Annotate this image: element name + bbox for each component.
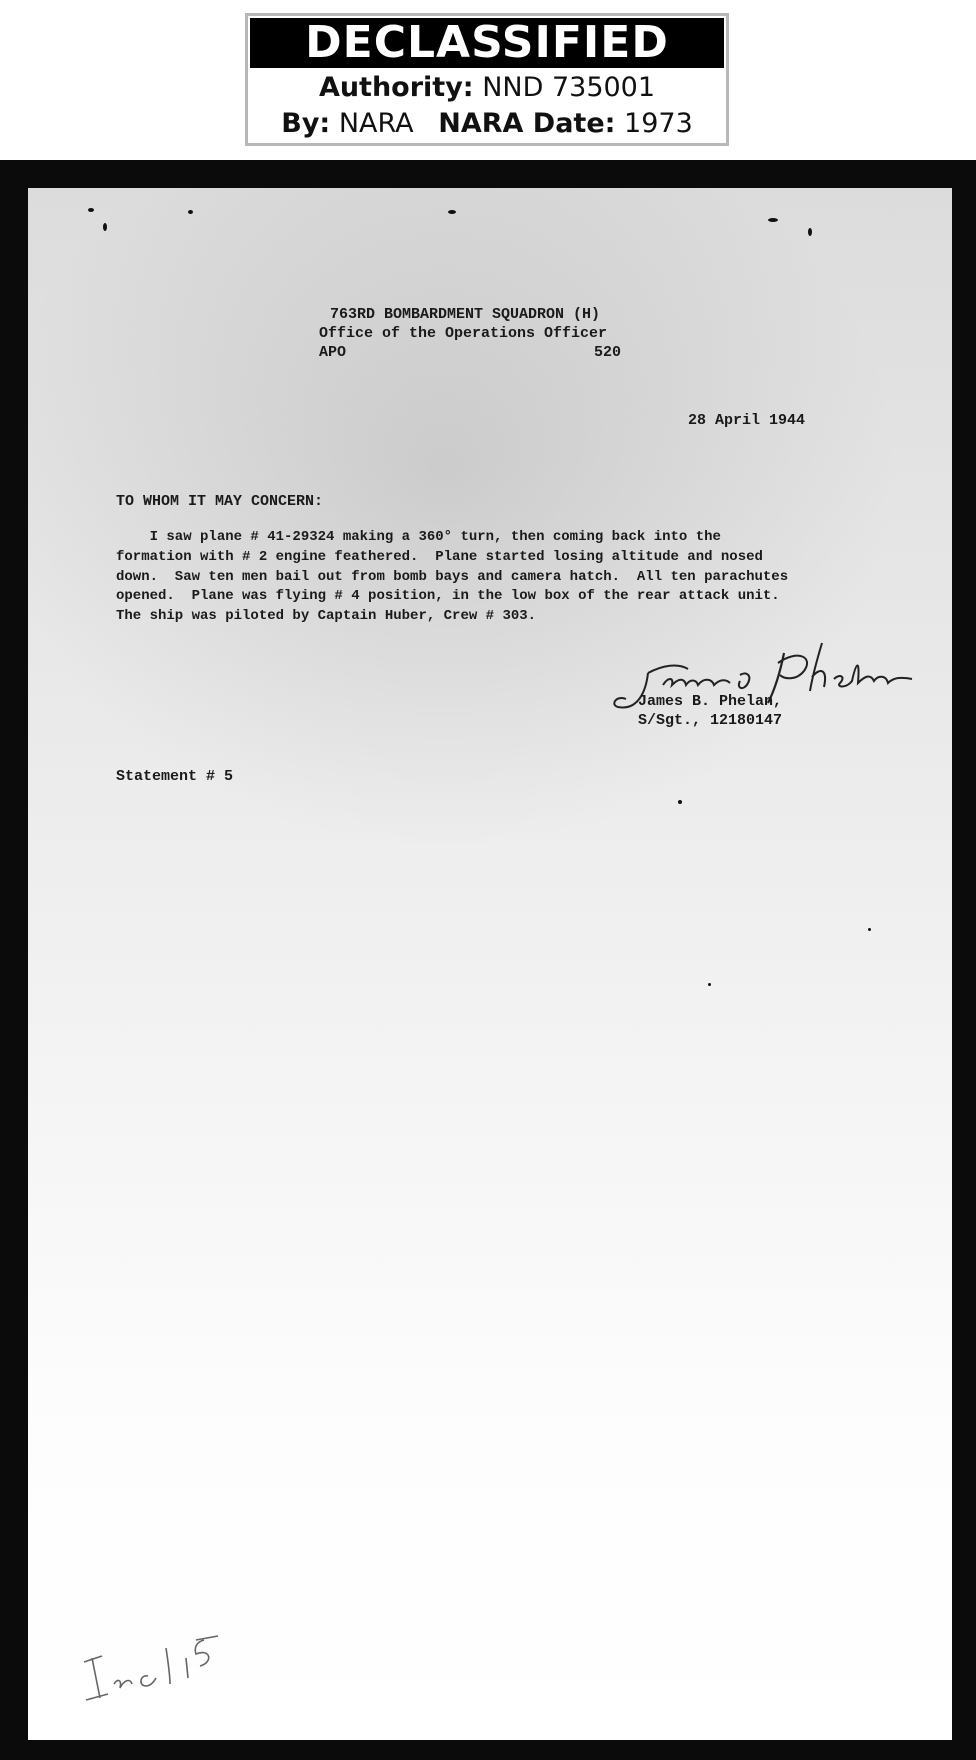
- signer-name: James B. Phelan,: [638, 693, 783, 710]
- body-line: down. Saw ten men bail out from bomb bays and camera hatch. All ten parachutes: [116, 569, 789, 585]
- body-line: I saw plane # 41-29324 making a 360° turn, then coming back into the: [116, 529, 721, 545]
- body-line: formation with # 2 engine feathered. Plane started losing altitude and nosed: [116, 549, 763, 565]
- scan-speck: [103, 223, 107, 231]
- body-line: opened. Plane was flying # 4 position, in the low box of the rear attack unit.: [116, 588, 780, 604]
- scan-speck: [678, 800, 682, 804]
- letterhead-office: Office of the Operations Officer: [319, 325, 608, 342]
- salutation: TO WHOM IT MAY CONCERN:: [116, 493, 324, 510]
- letterhead-unit: 763RD BOMBARDMENT SQUADRON (H): [330, 306, 601, 323]
- stamp-date-label: NARA Date:: [438, 108, 616, 139]
- stamp-authority-label: Authority:: [318, 72, 474, 103]
- body-line: The ship was piloted by Captain Huber, Crew # 303.: [116, 608, 537, 624]
- stamp-authority: [248, 70, 726, 106]
- letterhead-apo-label: APO: [319, 344, 347, 361]
- scan-speck: [448, 210, 456, 214]
- scanned-page-frame: [0, 160, 976, 1760]
- scan-speck: [768, 218, 778, 222]
- scan-speck: [708, 983, 711, 986]
- scan-speck: [808, 228, 812, 236]
- signer-rank: S/Sgt., 12180147: [638, 712, 783, 729]
- stamp-by-label: By:: [281, 108, 331, 139]
- stamp-title: DECLASSIFIED: [250, 18, 724, 68]
- stamp-authority-value: NND 735001: [482, 72, 656, 103]
- declassified-stamp: [245, 13, 729, 146]
- document-page: [28, 188, 952, 1740]
- stamp-date-value: 1973: [624, 108, 693, 139]
- stamp-by-date: [248, 106, 726, 142]
- letter-date: 28 April 1944: [688, 412, 806, 429]
- scan-speck: [88, 208, 94, 212]
- stamp-by-value: NARA: [338, 108, 414, 139]
- letterhead-apo-number: 520: [594, 344, 622, 361]
- statement-number: Statement # 5: [116, 768, 234, 785]
- scan-speck: [188, 210, 193, 214]
- scan-speck: [868, 928, 871, 931]
- handwritten-inclosure-note: [78, 1628, 228, 1708]
